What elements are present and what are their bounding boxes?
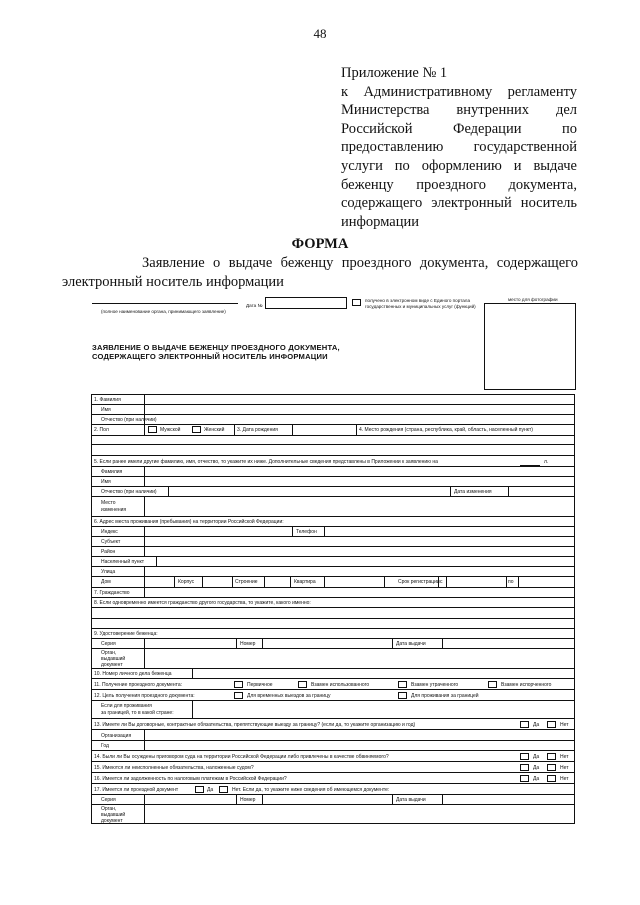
s15-no-checkbox[interactable]: [547, 764, 556, 771]
residence-abroad-checkbox[interactable]: [398, 692, 407, 699]
label-doc-organ: Орган,: [101, 806, 117, 812]
row-prev-surname: [91, 466, 575, 476]
label-s13-no: Нет: [560, 722, 569, 728]
date-field[interactable]: [265, 297, 347, 309]
label-doc-series: Серия: [101, 797, 116, 803]
label-s14: 14. Были ли Вы осуждены приговором суда на территории Российской Федерации либо привлечены в качестве обвиняемого?: [94, 754, 389, 760]
label-change-date: Дата изменения: [454, 489, 492, 495]
field-street[interactable]: [144, 567, 574, 576]
portal-text-2: государственных и муниципальных услуг (функций): [365, 304, 476, 309]
field-residence-country[interactable]: [192, 701, 574, 718]
damaged-checkbox[interactable]: [488, 681, 497, 688]
label-citizenship: 7. Гражданство: [94, 590, 130, 596]
label-s17-yes: Да: [207, 787, 214, 793]
row-birth-place-1[interactable]: [91, 435, 575, 444]
row-s12: [91, 689, 575, 700]
label-number: Номер: [240, 641, 256, 647]
label-residence-abroad: Для проживания за границей: [411, 693, 479, 699]
authority-caption: (полное наименование органа, принимающего заявление): [101, 309, 226, 314]
field-name[interactable]: [144, 405, 574, 414]
label-series: Серия: [101, 641, 116, 647]
label-issue-date: Дата выдачи: [396, 641, 426, 647]
label-s12: 12. Цель получения проездного документа:: [94, 693, 195, 699]
row-locality: [91, 556, 575, 566]
field-change-date[interactable]: [508, 487, 574, 496]
label-house: Дом: [101, 579, 111, 585]
field-district[interactable]: [144, 547, 574, 556]
row-year: [91, 740, 575, 750]
label-s8: 8. Если одновременно имеется гражданство другого государства, то укажите, какого именно:: [94, 600, 311, 606]
label-s14-yes: Да: [533, 754, 540, 760]
label-reg-period: Срок регистрации: [398, 579, 440, 585]
field-citizenship[interactable]: [144, 588, 574, 597]
photo-label: место для фотографии: [508, 297, 558, 302]
row-house: [91, 576, 575, 587]
s17-no-checkbox[interactable]: [219, 786, 228, 793]
row-s16: [91, 772, 575, 783]
label-s15-no: Нет: [560, 765, 569, 771]
label-s16-no: Нет: [560, 776, 569, 782]
label-if-residence-2: за границей, то в какой стране:: [101, 710, 174, 716]
used-checkbox[interactable]: [298, 681, 307, 688]
s14-yes-checkbox[interactable]: [520, 753, 529, 760]
label-subject: Субъект: [101, 539, 121, 545]
form-title-line-1: ЗАЯВЛЕНИЕ О ВЫДАЧЕ БЕЖЕНЦУ ПРОЕЗДНОГО ДОКУМЕНТА,: [92, 343, 340, 352]
row-prev-patronymic: [91, 486, 575, 496]
row-s11: [91, 678, 575, 689]
field-birth-date[interactable]: [292, 425, 356, 435]
field-locality[interactable]: [156, 557, 574, 566]
row-s15: [91, 761, 575, 772]
field-cert-issue-date[interactable]: [442, 639, 574, 648]
field-prev-surname[interactable]: [144, 467, 574, 476]
field-index[interactable]: [144, 527, 292, 536]
field-prev-patronymic[interactable]: [168, 487, 450, 496]
row-patronymic: [91, 414, 575, 424]
appendix-title: Приложение № 1: [341, 65, 448, 81]
label-organ: Орган,: [101, 650, 117, 656]
label-doc-issued: выдавший: [101, 812, 126, 818]
field-case-number[interactable]: [192, 669, 574, 678]
label-doc-document: документ: [101, 818, 123, 824]
label-name: Имя: [101, 407, 111, 413]
label-prev-patronymic: Отчество (при наличии): [101, 489, 157, 495]
row-s8-field-1[interactable]: [91, 607, 575, 618]
row-s17: [91, 783, 575, 794]
field-reg-from[interactable]: [446, 577, 506, 587]
label-locality: Населенный пункт: [101, 559, 145, 565]
field-cert-series[interactable]: [144, 639, 236, 648]
row-doc-organ: [91, 804, 575, 824]
label-birth-place: 4. Место рождения (страна, республика, край, область, населенный пункт): [359, 427, 533, 433]
row-s6: [91, 516, 575, 526]
label-s16-yes: Да: [533, 776, 540, 782]
label-if-residence-1: Если для проживания: [101, 703, 152, 709]
label-index: Индекс: [101, 529, 118, 535]
row-surname: [91, 394, 575, 404]
row-organization: [91, 729, 575, 740]
label-temp-travel: Для временных выездов за границу: [247, 693, 331, 699]
label-apartment: Квартира: [294, 579, 316, 585]
label-from: с: [440, 579, 443, 585]
s13-no-checkbox[interactable]: [547, 721, 556, 728]
label-year: Год: [101, 743, 109, 749]
portal-text-1: получено в электронном виде с Единого портала: [365, 298, 471, 303]
row-street: [91, 566, 575, 576]
temp-travel-checkbox[interactable]: [234, 692, 243, 699]
row-district: [91, 546, 575, 556]
form-title-line-2: СОДЕРЖАЩЕГО ЭЛЕКТРОННЫЙ НОСИТЕЛЬ ИНФОРМАЦИИ: [92, 351, 328, 361]
label-s17: 17. Имеется ли проездной документ: [94, 787, 179, 793]
row-subject: [91, 536, 575, 546]
label-change: изменения: [101, 507, 127, 513]
field-building[interactable]: [202, 577, 232, 587]
label-document: документ: [101, 662, 123, 668]
field-organization[interactable]: [144, 730, 574, 740]
label-building: Корпус: [178, 579, 195, 585]
label-doc-number: Номер: [240, 797, 256, 803]
label-issued: выдавший: [101, 656, 126, 662]
label-s9: 9. Удостоверение беженца:: [94, 631, 158, 637]
field-year[interactable]: [144, 741, 574, 750]
row-cert-series: [91, 638, 575, 648]
primary-checkbox[interactable]: [234, 681, 243, 688]
row-s8: [91, 597, 575, 607]
portal-checkbox[interactable]: [352, 299, 361, 306]
label-s13-yes: Да: [533, 722, 540, 728]
s16-yes-checkbox[interactable]: [520, 775, 529, 782]
label-phone: Телефон: [296, 529, 317, 535]
appendix-block: [341, 64, 577, 231]
label-s5: 5. Если ранее имели другие фамилию, имя, отчество, то укажите их ниже. Дополнительные сведения представлены в Приложении к заявлению на: [94, 459, 438, 465]
field-cert-organ[interactable]: [144, 649, 574, 668]
row-s8-field-2[interactable]: [91, 618, 575, 628]
field-phone[interactable]: [324, 527, 574, 536]
row-s13: [91, 718, 575, 729]
authority-line[interactable]: [92, 303, 238, 304]
label-s5-suffix: л.: [544, 459, 549, 465]
s14-no-checkbox[interactable]: [547, 753, 556, 760]
field-doc-issue-date[interactable]: [442, 795, 574, 804]
form-grid: [91, 394, 575, 824]
row-s10: [91, 668, 575, 678]
appendix-text: к Административному регламенту Министерства внутренних дел Российской Федерации по предоставлению государственной услуги по оформлению и выдаче беженцу проездного документа, содержащего электронный носитель информации: [341, 83, 577, 230]
label-patronymic: Отчество (при наличии): [101, 417, 157, 423]
field-doc-organ[interactable]: [144, 805, 574, 823]
field-prev-name[interactable]: [144, 477, 574, 486]
label-organization: Организация: [101, 733, 132, 739]
field-house[interactable]: [144, 577, 174, 587]
row-doc-series: [91, 794, 575, 804]
label-place: Место: [101, 500, 116, 506]
statement-title: Заявление о выдаче беженцу проездного документа, содержащего электронный носитель информации: [62, 255, 578, 290]
label-s15: 15. Имеются ли неисполненные обязательства, наложенные судом?: [94, 765, 254, 771]
forma-heading: ФОРМА: [291, 236, 349, 252]
label-doc-issue-date: Дата выдачи: [396, 797, 426, 803]
label-female: Женский: [204, 427, 225, 433]
field-change-place[interactable]: [144, 497, 574, 516]
label-lost: Взамен утраченного: [411, 682, 459, 688]
label-s6: 6. Адрес места проживания (пребывания) на территории Российской Федерации:: [94, 519, 284, 525]
field-doc-number[interactable]: [262, 795, 392, 804]
row-s9: [91, 628, 575, 638]
s5-sheets-field[interactable]: [520, 459, 540, 466]
field-structure[interactable]: [264, 577, 290, 587]
s13-yes-checkbox[interactable]: [520, 721, 529, 728]
form-title: [92, 344, 340, 362]
field-reg-to[interactable]: [518, 577, 574, 587]
label-street: Улица: [101, 569, 116, 575]
label-prev-surname: Фамилия: [101, 469, 123, 475]
label-birth-date: 3. Дата рождения: [237, 427, 278, 433]
s15-yes-checkbox[interactable]: [520, 764, 529, 771]
label-s10: 10. Номер личного дела беженца: [94, 671, 172, 677]
field-subject[interactable]: [144, 537, 574, 546]
label-structure: Строение: [235, 579, 258, 585]
label-to: по: [508, 579, 514, 585]
label-prev-name: Имя: [101, 479, 111, 485]
label-s17-tail: Нет. Если да, то укажите ниже сведения об имеющемся документе:: [232, 787, 390, 793]
label-district: Район: [101, 549, 116, 555]
field-doc-series[interactable]: [144, 795, 236, 804]
s16-no-checkbox[interactable]: [547, 775, 556, 782]
label-damaged: Взамен испорченного: [501, 682, 552, 688]
page-number: 48: [313, 26, 327, 41]
label-primary: Первичное: [247, 682, 273, 688]
label-s15-yes: Да: [533, 765, 540, 771]
label-s13: 13. Имеете ли Вы договорные, контрактные обязательства, препятствующие выезду за границу? (если да, то укажите организацию и год): [94, 722, 416, 728]
row-change-place: [91, 496, 575, 516]
label-s14-no: Нет: [560, 754, 569, 760]
field-cert-number[interactable]: [262, 639, 392, 648]
field-apartment[interactable]: [324, 577, 384, 587]
label-used: Взамен использованного: [311, 682, 370, 688]
lost-checkbox[interactable]: [398, 681, 407, 688]
female-checkbox[interactable]: [192, 426, 201, 433]
date-label: Дата №: [246, 303, 263, 308]
row-cert-organ: [91, 648, 575, 668]
label-s16: 16. Имеется ли задолженность по налоговым платежам в Российской Федерации?: [94, 776, 287, 782]
label-sex: 2. Пол: [94, 427, 109, 433]
row-birth-place-2[interactable]: [91, 444, 575, 455]
label-male: Мужской: [160, 427, 181, 433]
row-citizenship: [91, 587, 575, 597]
row-s5: [91, 455, 575, 466]
field-surname[interactable]: [144, 395, 574, 404]
label-s11: 11. Получение проездного документа:: [94, 682, 182, 688]
s17-yes-checkbox[interactable]: [195, 786, 204, 793]
label-surname: 1. Фамилия: [94, 397, 121, 403]
male-checkbox[interactable]: [148, 426, 157, 433]
photo-box: [484, 303, 576, 390]
field-patronymic[interactable]: [144, 415, 574, 424]
row-residence-country: [91, 700, 575, 718]
row-name: [91, 404, 575, 414]
row-sex-birth: [91, 424, 575, 435]
row-prev-name: [91, 476, 575, 486]
row-index: [91, 526, 575, 536]
row-s14: [91, 750, 575, 761]
